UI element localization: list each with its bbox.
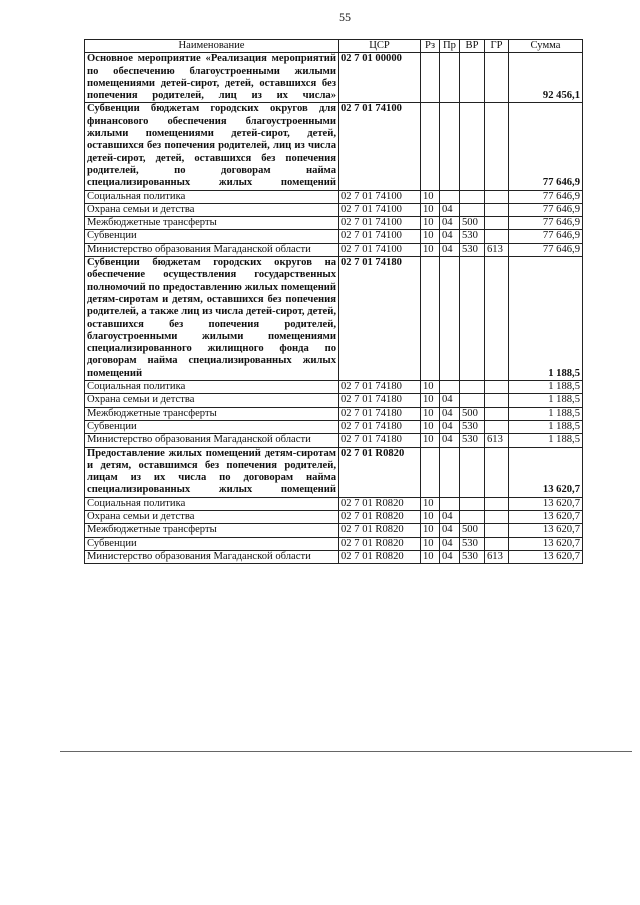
cell-pr: 04 (440, 407, 460, 420)
cell-pr: 04 (440, 217, 460, 230)
cell-gr (485, 510, 509, 523)
cell-pr: 04 (440, 203, 460, 216)
cell-name: Межбюджетные трансферты (85, 524, 339, 537)
cell-gr (485, 407, 509, 420)
cell-vr (460, 103, 485, 190)
cell-gr (485, 420, 509, 433)
header-gr: ГР (485, 40, 509, 53)
cell-sum: 92 456,1 (509, 53, 583, 103)
cell-gr: 613 (485, 434, 509, 447)
budget-table (84, 39, 583, 564)
cell-pr (440, 497, 460, 510)
cell-gr (485, 230, 509, 243)
cell-sum: 77 646,9 (509, 190, 583, 203)
cell-rz: 10 (421, 407, 440, 420)
cell-sum: 13 620,7 (509, 537, 583, 550)
cell-vr (460, 381, 485, 394)
cell-name: Межбюджетные трансферты (85, 217, 339, 230)
cell-csr: 02 7 01 74180 (339, 407, 421, 420)
table-row (85, 434, 583, 447)
cell-csr: 02 7 01 74100 (339, 203, 421, 216)
cell-sum: 1 188,5 (509, 381, 583, 394)
cell-csr: 02 7 01 R0820 (339, 537, 421, 550)
cell-gr (485, 524, 509, 537)
cell-pr: 04 (440, 420, 460, 433)
cell-name: Субвенции (85, 420, 339, 433)
header-sum: Сумма (509, 40, 583, 53)
cell-gr (485, 537, 509, 550)
cell-rz: 10 (421, 497, 440, 510)
cell-vr: 530 (460, 420, 485, 433)
cell-sum: 77 646,9 (509, 217, 583, 230)
cell-name: Социальная политика (85, 381, 339, 394)
cell-rz (421, 103, 440, 190)
cell-sum: 13 620,7 (509, 550, 583, 563)
table-row (85, 394, 583, 407)
cell-pr (440, 381, 460, 394)
cell-vr (460, 203, 485, 216)
table-row (85, 381, 583, 394)
cell-rz (421, 53, 440, 103)
cell-vr (460, 510, 485, 523)
cell-vr: 530 (460, 243, 485, 256)
cell-pr: 04 (440, 537, 460, 550)
cell-vr (460, 53, 485, 103)
table-row (85, 497, 583, 510)
cell-sum: 13 620,7 (509, 524, 583, 537)
table-row (85, 420, 583, 433)
table-row (85, 447, 583, 497)
cell-csr: 02 7 01 R0820 (339, 550, 421, 563)
cell-gr (485, 53, 509, 103)
cell-rz: 10 (421, 434, 440, 447)
cell-rz: 10 (421, 510, 440, 523)
cell-vr: 530 (460, 537, 485, 550)
cell-name: Охрана семьи и детства (85, 203, 339, 216)
cell-pr (440, 257, 460, 381)
cell-name: Охрана семьи и детства (85, 510, 339, 523)
cell-pr: 04 (440, 524, 460, 537)
table-row (85, 524, 583, 537)
cell-pr: 04 (440, 394, 460, 407)
table-row (85, 230, 583, 243)
table-row (85, 53, 583, 103)
cell-csr: 02 7 01 R0820 (339, 497, 421, 510)
cell-csr: 02 7 01 74100 (339, 190, 421, 203)
cell-gr (485, 190, 509, 203)
cell-sum: 13 620,7 (509, 510, 583, 523)
cell-vr (460, 497, 485, 510)
cell-sum: 13 620,7 (509, 497, 583, 510)
cell-vr (460, 190, 485, 203)
cell-gr: 613 (485, 550, 509, 563)
cell-rz: 10 (421, 537, 440, 550)
cell-vr: 500 (460, 407, 485, 420)
cell-vr (460, 257, 485, 381)
cell-name: Субвенции бюджетам городских округов на обеспечение осуществления государственных полномочий по предоставлению жилых помещений детям-сиротам и детям, оставшихся без попечения родителей, а также лиц из числа детей-сирот, детей, оставшихся без попечения родителей, благоустроенными жилыми помещениями специализированного жилищного фонда по договорам найма специализированных жилых помещений (85, 257, 339, 381)
cell-sum: 1 188,5 (509, 420, 583, 433)
cell-gr (485, 217, 509, 230)
cell-vr: 500 (460, 524, 485, 537)
cell-vr: 530 (460, 434, 485, 447)
cell-pr: 04 (440, 550, 460, 563)
cell-csr: 02 7 01 R0820 (339, 447, 421, 497)
cell-rz: 10 (421, 243, 440, 256)
cell-csr: 02 7 01 74180 (339, 394, 421, 407)
cell-sum: 1 188,5 (509, 407, 583, 420)
cell-sum: 1 188,5 (509, 434, 583, 447)
cell-gr (485, 103, 509, 190)
cell-gr (485, 257, 509, 381)
cell-csr: 02 7 01 74180 (339, 257, 421, 381)
cell-csr: 02 7 01 74100 (339, 103, 421, 190)
cell-pr: 04 (440, 230, 460, 243)
cell-gr (485, 497, 509, 510)
cell-rz: 10 (421, 381, 440, 394)
cell-vr (460, 447, 485, 497)
cell-rz: 10 (421, 230, 440, 243)
cell-name: Министерство образования Магаданской области (85, 550, 339, 563)
cell-csr: 02 7 01 R0820 (339, 510, 421, 523)
cell-gr (485, 394, 509, 407)
cell-csr: 02 7 01 74100 (339, 217, 421, 230)
cell-rz: 10 (421, 217, 440, 230)
table-row (85, 103, 583, 190)
cell-rz: 10 (421, 203, 440, 216)
cell-sum: 77 646,9 (509, 103, 583, 190)
cell-sum: 1 188,5 (509, 257, 583, 381)
table-row (85, 510, 583, 523)
cell-csr: 02 7 01 74180 (339, 434, 421, 447)
cell-name: Основное мероприятие «Реализация мероприятий по обеспечению благоустроенными жилыми помещениями детей-сирот, детей, оставшихся без попечения родителей, лиц из их числа» (85, 53, 339, 103)
cell-name: Межбюджетные трансферты (85, 407, 339, 420)
cell-name: Социальная политика (85, 190, 339, 203)
cell-pr (440, 53, 460, 103)
cell-rz (421, 257, 440, 381)
cell-pr: 04 (440, 510, 460, 523)
cell-sum: 77 646,9 (509, 243, 583, 256)
cell-pr: 04 (440, 243, 460, 256)
cell-sum: 13 620,7 (509, 447, 583, 497)
cell-name: Субвенции бюджетам городских округов для финансового обеспечения благоустроенными жилыми помещениями детей-сирот, детей, оставшихся без попечения родителей, лиц из числа детей-сирот, детей, оставшихся без попечения родителей, по договорам найма специализированных жилых помещений (85, 103, 339, 190)
cell-gr (485, 203, 509, 216)
cell-name: Предоставление жилых помещений детям-сиротам и детям, оставшимся без попечения родителей, лицам из их числа по договорам найма специализированных жилых помещений (85, 447, 339, 497)
cell-vr: 500 (460, 217, 485, 230)
cell-csr: 02 7 01 74100 (339, 243, 421, 256)
cell-rz: 10 (421, 524, 440, 537)
cell-name: Министерство образования Магаданской области (85, 434, 339, 447)
cell-name: Министерство образования Магаданской области (85, 243, 339, 256)
scan-divider-line (60, 751, 632, 752)
cell-name: Субвенции (85, 537, 339, 550)
cell-csr: 02 7 01 R0820 (339, 524, 421, 537)
cell-rz: 10 (421, 420, 440, 433)
header-pr: Пр (440, 40, 460, 53)
cell-gr (485, 447, 509, 497)
table-row (85, 217, 583, 230)
table-row (85, 537, 583, 550)
cell-vr: 530 (460, 550, 485, 563)
cell-name: Субвенции (85, 230, 339, 243)
page-number: 55 (339, 10, 351, 24)
cell-name: Охрана семьи и детства (85, 394, 339, 407)
table-row (85, 407, 583, 420)
cell-pr: 04 (440, 434, 460, 447)
cell-gr: 613 (485, 243, 509, 256)
table-row (85, 190, 583, 203)
cell-sum: 1 188,5 (509, 394, 583, 407)
cell-csr: 02 7 01 74100 (339, 230, 421, 243)
table-row (85, 550, 583, 563)
cell-pr (440, 103, 460, 190)
header-vr: ВР (460, 40, 485, 53)
table-row (85, 257, 583, 381)
table-row (85, 203, 583, 216)
table-header-row (85, 40, 583, 53)
header-name: Наименование (85, 40, 339, 53)
table-row (85, 243, 583, 256)
cell-pr (440, 447, 460, 497)
header-csr: ЦСР (339, 40, 421, 53)
cell-rz: 10 (421, 550, 440, 563)
cell-rz (421, 447, 440, 497)
cell-name: Социальная политика (85, 497, 339, 510)
cell-rz: 10 (421, 394, 440, 407)
cell-vr (460, 394, 485, 407)
cell-gr (485, 381, 509, 394)
cell-csr: 02 7 01 74180 (339, 381, 421, 394)
cell-pr (440, 190, 460, 203)
header-rz: Рз (421, 40, 440, 53)
cell-csr: 02 7 01 00000 (339, 53, 421, 103)
cell-sum: 77 646,9 (509, 203, 583, 216)
cell-rz: 10 (421, 190, 440, 203)
cell-csr: 02 7 01 74180 (339, 420, 421, 433)
cell-sum: 77 646,9 (509, 230, 583, 243)
cell-vr: 530 (460, 230, 485, 243)
